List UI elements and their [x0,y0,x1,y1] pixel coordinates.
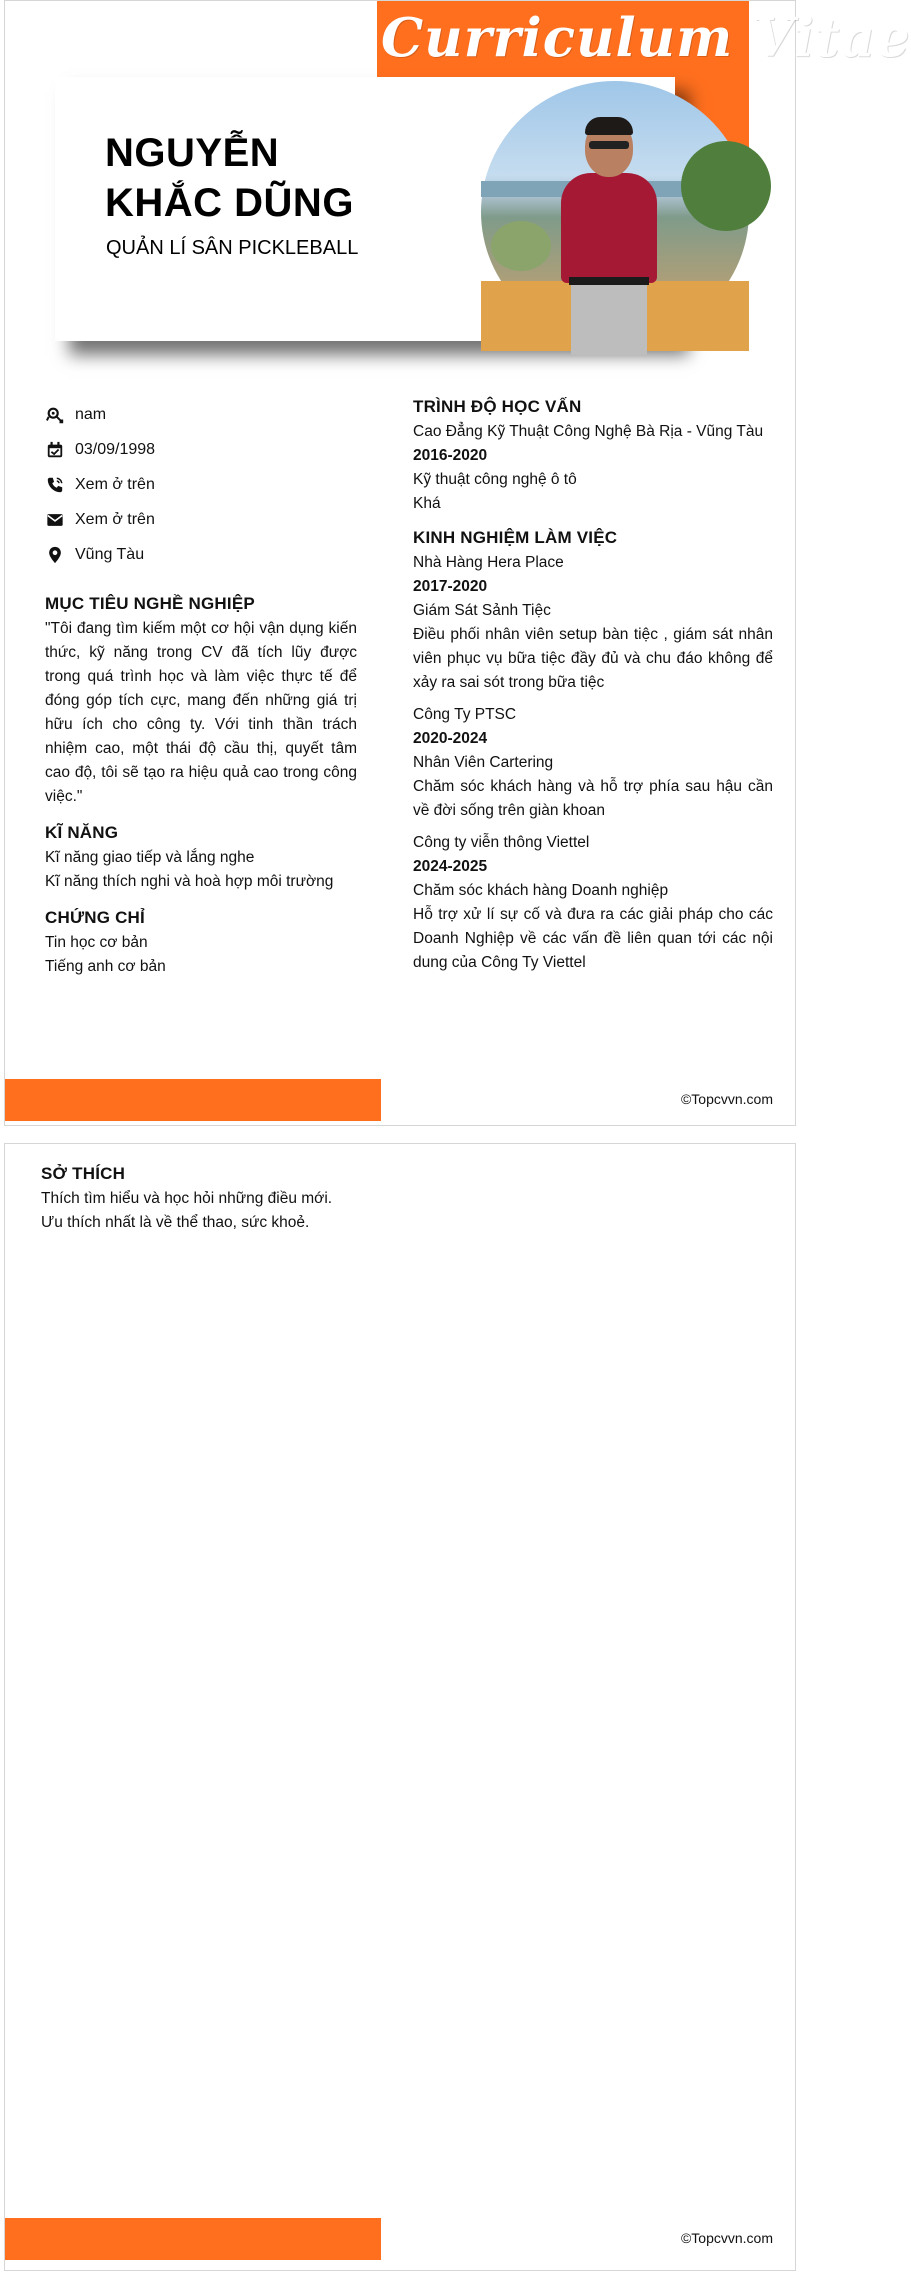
address-value: Vũng Tàu [75,545,145,563]
profile-photo [481,81,749,343]
email-icon [45,510,65,530]
footer-accent-bar [5,1079,381,1121]
education-grade: Khá [413,495,441,512]
experience-heading: KINH NGHIỆM LÀM VIỆC [413,528,618,547]
experience-entry [413,703,773,823]
experience-period: 2024-2025 [413,858,488,875]
contact-address [45,537,357,572]
experience-description: Hỗ trợ xử lí sự cố và đưa ra các giải pháp cho các Doanh Nghiệp về các vấn đề liên quan tới các nội dung của Công Ty Viettel [413,906,773,971]
hobby-line: Thích tìm hiểu và học hỏi những điều mới. [41,1190,333,1207]
full-name-line-2: KHẮC DŨNG [105,181,354,225]
hobby-line: Ưu thích nhất là về thể thao, sức khoẻ. [41,1214,310,1231]
education-major: Kỹ thuật công nghệ ô tô [413,471,577,488]
left-column [45,397,357,979]
experience-period: 2020-2024 [413,730,488,747]
experience-description: Điều phối nhân viên setup bàn tiệc , giám sát nhân viên phục vụ bữa tiệc đầy đủ và chu đáo không để xảy ra sai sót trong bữa tiệc [413,626,773,691]
objective-heading: MỤC TIÊU NGHỀ NGHIỆP [45,594,255,613]
experience-position: Nhân Viên Cartering [413,754,554,771]
skill-item: Kĩ năng thích nghi và hoà hợp môi trường [45,873,334,890]
skill-item: Kĩ năng giao tiếp và lắng nghe [45,849,255,866]
education-heading: TRÌNH ĐỘ HỌC VẤN [413,397,582,416]
email-value: Xem ở trên [75,510,155,528]
footer-copyright: ©Topcvvn.com [680,1091,773,1107]
education-period: 2016-2020 [413,447,488,464]
experience-entry [413,831,773,975]
right-column [413,397,773,975]
experience-company: Công Ty PTSC [413,706,517,723]
contact-birthday [45,432,357,467]
experience-position: Chăm sóc khách hàng Doanh nghiệp [413,882,669,899]
banner-title: Curriculum Vitae [381,7,911,69]
certificate-item: Tin học cơ bản [45,934,148,951]
gender-value: nam [75,405,107,423]
experience-description: Chăm sóc khách hàng và hỗ trợ phía sau hậu cần về đời sống trên giàn khoan [413,778,773,819]
hobbies-heading: SỞ THÍCH [41,1164,126,1183]
hobbies-section [41,1164,361,1235]
skills-heading: KĨ NĂNG [45,823,119,842]
contact-email [45,502,357,537]
footer-copyright: ©Topcvvn.com [680,2230,773,2246]
birthday-value: 03/09/1998 [75,440,156,458]
footer-accent-bar [5,2218,381,2260]
cv-page-2 [4,1143,796,2271]
full-name-line-1: NGUYỄN [105,131,280,175]
phone-value: Xem ở trên [75,475,155,493]
experience-company: Công ty viễn thông Viettel [413,834,590,851]
certificate-item: Tiếng anh cơ bản [45,958,166,975]
certificates-heading: CHỨNG CHỈ [45,908,145,927]
phone-icon [45,475,65,495]
location-pin-icon [45,545,65,565]
gender-icon [45,405,65,425]
experience-period: 2017-2020 [413,578,488,595]
education-school: Cao Đẳng Kỹ Thuật Công Nghệ Bà Rịa - Vũng Tàu [413,423,764,440]
contact-gender [45,397,357,432]
experience-company: Nhà Hàng Hera Place [413,554,564,571]
job-title: QUẢN LÍ SÂN PICKLEBALL [106,237,359,259]
calendar-icon [45,440,65,460]
objective-text: "Tôi đang tìm kiếm một cơ hội vận dụng kiến thức, kỹ năng trong CV đã tích lũy được trong quá trình học và làm việc thực tế để đóng góp tích cực, mang đến những giá trị hữu ích cho công ty. Với tinh thần trách nhiệm cao, một thái độ cầu thị, quyết tâm cao độ, tôi sẽ tạo ra hiệu quả cao trong công việc." [45,620,357,805]
contact-phone [45,467,357,502]
experience-position: Giám Sát Sảnh Tiệc [413,602,551,619]
cv-page-1 [4,0,911,1126]
experience-entry [413,551,773,695]
